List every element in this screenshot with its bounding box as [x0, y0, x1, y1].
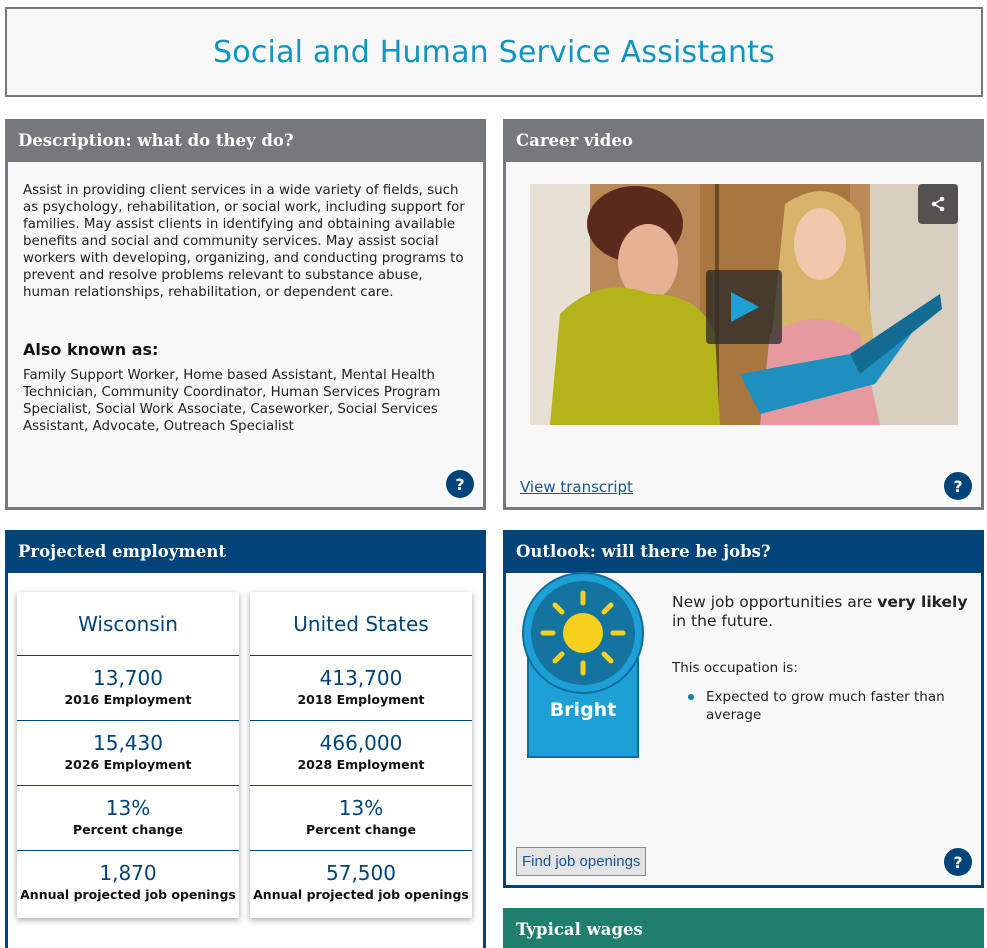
badge-label: Bright	[549, 699, 617, 721]
stat-label: Annual projected job openings	[20, 887, 236, 902]
share-icon[interactable]	[918, 184, 958, 224]
bright-outlook-badge	[520, 571, 648, 759]
stat-label: Percent change	[306, 822, 416, 837]
description-heading: Description: what do they do?	[8, 122, 483, 162]
description-text: Assist in providing client services in a wide variety of fields, such as psychology, rehabilitation, or social work, including support for families. May assist clients in identifying and obtaining available benefits and social and community services. May assist social workers with developing, organizing, and conducting programs to prevent and resolve problems relevant to substance abuse, human relationships, rehabilitation, or dependent care.	[23, 183, 465, 300]
stat-row	[250, 656, 472, 721]
outlook-heading: Outlook: will there be jobs?	[506, 533, 981, 573]
stat-value: 13,700	[93, 666, 163, 690]
typical-wages-heading: Typical wages	[506, 911, 981, 948]
stat-row	[17, 851, 239, 916]
stat-label: Percent change	[73, 822, 183, 837]
also-known-as-heading: Also known as:	[23, 340, 159, 359]
card-region-name: Wisconsin	[17, 592, 239, 656]
stat-value: 13%	[105, 796, 151, 820]
wisconsin-card	[17, 592, 239, 918]
outlook-help-icon[interactable]: ?	[944, 848, 972, 876]
page-title: Social and Human Service Assistants	[213, 34, 775, 70]
career-video-panel	[503, 119, 984, 510]
united-states-card	[250, 592, 472, 918]
stat-row	[17, 721, 239, 786]
view-transcript-link[interactable]: View transcript	[520, 478, 633, 496]
outlook-bullet	[688, 688, 968, 724]
stat-value: 57,500	[326, 861, 396, 885]
stat-value: 1,870	[99, 861, 157, 885]
play-icon[interactable]	[706, 270, 782, 344]
stat-label: 2026 Employment	[64, 757, 192, 772]
description-panel	[5, 119, 486, 510]
card-region-name: United States	[250, 592, 472, 656]
also-known-as-text: Family Support Worker, Home based Assistant, Mental Health Technician, Community Coordinator, Human Services Program Specialist, Social Work Associate, Caseworker, Social Services Assistant, Advocate, Outreach Specialist	[23, 368, 441, 434]
stat-row	[250, 786, 472, 851]
stat-label: Annual projected job openings	[253, 887, 469, 902]
find-job-openings-button[interactable]: Find job openings	[516, 847, 646, 876]
stat-value: 413,700	[319, 666, 403, 690]
outlook-panel	[503, 530, 984, 888]
outlook-bullet-text: Expected to grow much faster than average	[706, 689, 945, 723]
stat-label: 2018 Employment	[297, 692, 425, 707]
projected-employment-panel	[5, 530, 486, 948]
stat-label: 2016 Employment	[64, 692, 192, 707]
description-help-icon[interactable]: ?	[446, 470, 474, 498]
career-video-player[interactable]	[530, 184, 958, 425]
career-video-heading: Career video	[506, 122, 981, 162]
page-title-box	[5, 7, 983, 97]
bullet-dot	[688, 694, 694, 700]
stat-row	[250, 851, 472, 916]
stat-value: 466,000	[319, 731, 403, 755]
stat-value: 15,430	[93, 731, 163, 755]
stat-row	[17, 656, 239, 721]
video-help-icon[interactable]: ?	[944, 472, 972, 500]
sun-icon	[520, 571, 648, 759]
typical-wages-panel	[503, 908, 984, 948]
occupation-is-label: This occupation is:	[672, 660, 798, 676]
outlook-statement: New job opportunities are very likely in the future.	[672, 593, 968, 630]
stat-row	[17, 786, 239, 851]
stat-row	[250, 721, 472, 786]
stat-label: 2028 Employment	[297, 757, 425, 772]
stat-value: 13%	[338, 796, 384, 820]
projected-employment-heading: Projected employment	[8, 533, 483, 573]
